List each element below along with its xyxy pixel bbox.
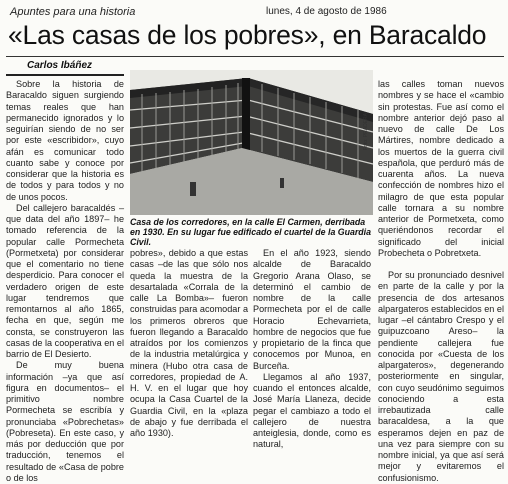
article-column-1 [6,79,124,483]
article-column-2 [130,248,248,438]
paragraph: De muy buena información –ya que así figura en documentos– el primitivo nombre Pormecheta se escribía y pronunciaba «Pobrechetas» (Pobreseta). En este caso, y más por deducción que por traducción, tenemos el resultado de «Casa de pobre o de los [6,360,124,483]
photo-caption: Casa de los corredores, en la calle El Carmen, derribada en 1930. En su lugar fue edificado el cuartel de la Guardia Civil. [130,217,372,247]
header-rule [6,56,504,57]
paragraph: Del callejero baracaldés –que data del año 1897– he tomado referencia de la popular calle Pormecheta (Pormetxeta) por considerar que el comentario no tiene desperdicio. Para conocer el verdadero origen de este lugar tendremos que remontarnos al año 1865, fecha en que, según me consta, se construyeron las casas de la cooperativa en el barrio de El Desierto. [6,202,124,359]
section-kicker: Apuntes para una historia [10,6,136,18]
paragraph: Sobre la historia de Baracaldo siguen surgiendo temas reales que han permanecido ignorados y lo seguirían siendo de no ser por este «escribidor», cuyo afán es comunicar todo cuanto sabe y conoce por considerar que la historia es de todos y para todos y no de unos pocos. [6,79,124,202]
paragraph: pobres», debido a que estas casas –de las que sólo nos queda la muestra de la desartalada «Corrala de la calle La Bomba»– fueron construidas para acomodar a los primeros obreros que fueron llegando a Baracaldo atraídos por los comienzos de la industria metalúrgica y minera (Hubo otra casa de corredores, propiedad de A. H. V. en el lugar que hoy ocupa la Casa Cuartel de la Guardia Civil, en la «plaza de abajo y fue derribada el año 1930). [130,248,248,438]
headline: «Las casas de los pobres», en Baracaldo [8,20,487,50]
paragraph: En el año 1923, siendo alcalde de Baracaldo Gregorio Arana Olaso, se determinó el cambio de nombre de la calle Pormecheta por el de calle Horacio Echevarrieta, hombre de negocios que fue y propietario de la finca que conocemos por Munoa, en Burceña. [253,248,371,371]
article-column-4 [378,79,504,483]
byline-rule [6,74,124,76]
article-column-3 [253,248,371,450]
paragraph: Llegamos al año 1937, cuando el entonces alcalde, José María Llaneza, decide pegar el cambiazo a todo el callejero de nuestra anteiglesia, donde, como es natural, [253,371,371,450]
photo-drawing [130,70,373,215]
publication-date: lunes, 4 de agosto de 1986 [266,6,387,17]
paragraph: Por su pronunciado desnivel en parte de la calle y por la presencia de dos artesanos alpargateros establecidos en el lugar –el cántabro Crespo y el guipuzcoano Areso– la pendiente callejera fue conocida por «Cuesta de los alpargateros», degenerando posteriormente en singular, con cuyo seudónimo seguimos conociendo a esta irrebautizada calle baracaldesa, a la que esperamos dejen en paz de una vez para siempre con su nombre inicial, ya que así será mejor y evitaremos el confusionismo. [378,270,504,483]
photo-credit: Foto: PRADERA [363,113,369,150]
byline: Carlos Ibáñez [27,60,93,71]
building-photo [130,70,373,215]
paragraph: las calles toman nuevos nombres y se hace el «cambio sin protestas. Fue así como el nombre anterior dejó paso al nuevo de calle De Los Mártires, nombre dedicado a los muertos de la guerra civil española, que perduró más de cuarenta años. La nueva confección de nombres hizo el milagro de que esta popular calle tornara a su nombre anterior de Pormetxeta, como queriéndonos recordar el significado del inicial Probecheta o Pobretxeta. [378,79,504,258]
